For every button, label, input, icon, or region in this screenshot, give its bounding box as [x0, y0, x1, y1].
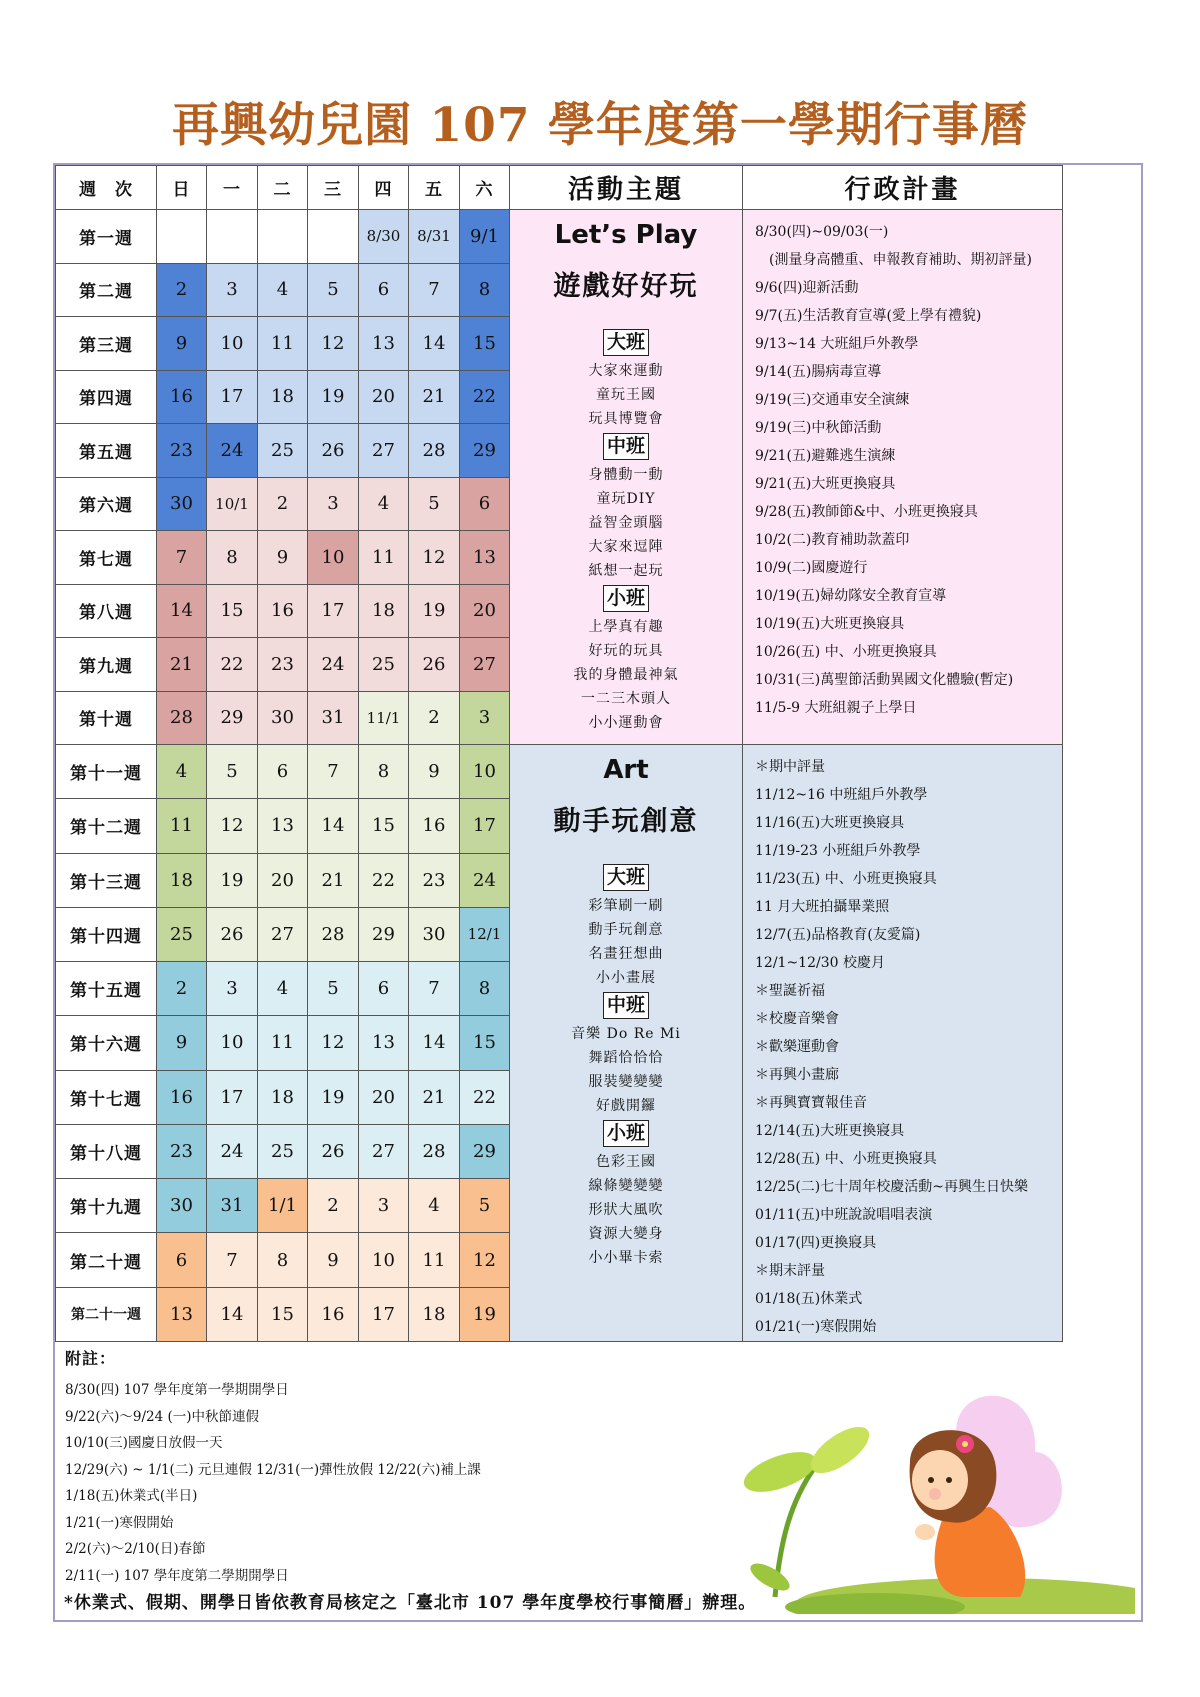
day-cell: 27: [460, 638, 510, 692]
day-cell: 28: [409, 424, 460, 478]
theme-title-zh: 遊戲好好玩: [553, 271, 699, 302]
header-day-fri: 五: [409, 166, 460, 210]
note-line: 1/21(一)寒假開始: [65, 1514, 174, 1531]
activity-item: 上學真有趣: [588, 619, 664, 635]
day-cell: 9: [409, 745, 460, 799]
day-cell: 9/1: [460, 210, 510, 264]
day-cell: 19: [460, 1287, 510, 1341]
day-cell: 2: [258, 477, 308, 531]
day-cell: 13: [258, 799, 308, 853]
admin-item: 11/16(五)大班更換寢具: [755, 815, 905, 831]
week-label: 第五週: [56, 424, 157, 478]
week-label: 第七週: [56, 531, 157, 585]
day-cell: 29: [460, 1124, 510, 1178]
day-cell: 30: [258, 691, 308, 745]
day-cell: 7: [409, 263, 460, 317]
day-cell: 8: [460, 263, 510, 317]
week-label: 第九週: [56, 638, 157, 692]
day-cell: 16: [157, 370, 207, 424]
day-cell: 5: [207, 745, 258, 799]
day-cell: 18: [409, 1287, 460, 1341]
admin-item: 10/31(三)萬聖節活動異國文化體驗(暫定): [755, 672, 1014, 688]
week-label: 第十週: [56, 691, 157, 745]
day-cell: 3: [308, 477, 359, 531]
day-cell: 16: [258, 584, 308, 638]
fairy-face: [912, 1450, 968, 1510]
day-cell: 13: [460, 531, 510, 585]
day-cell: 17: [308, 584, 359, 638]
day-cell: 29: [359, 907, 409, 961]
day-cell: 28: [308, 907, 359, 961]
day-cell: 10: [207, 1016, 258, 1070]
day-cell: 17: [207, 370, 258, 424]
header-day-tue: 二: [258, 166, 308, 210]
day-cell: 4: [258, 962, 308, 1016]
day-cell: 12: [409, 531, 460, 585]
week-label: 第十一週: [56, 745, 157, 799]
day-cell: 3: [460, 691, 510, 745]
class-badge: 小班: [603, 1120, 649, 1147]
day-cell: 7: [207, 1233, 258, 1287]
header-day-sun: 日: [157, 166, 207, 210]
admin-item: 10/9(二)國慶遊行: [755, 560, 868, 576]
admin-item: 9/7(五)生活教育宣導(愛上學有禮貌): [755, 308, 982, 324]
admin-plan-cell: [743, 210, 1063, 745]
day-cell: 20: [460, 584, 510, 638]
activity-item: 紙想一起玩: [588, 563, 664, 579]
admin-item: 01/11(五)中班說說唱唱表演: [755, 1207, 933, 1223]
theme-title-zh: 動手玩創意: [553, 806, 699, 837]
day-cell: 11: [258, 1016, 308, 1070]
leaf-small: [746, 1558, 793, 1596]
activity-item: 動手玩創意: [588, 922, 664, 938]
note-line: 12/29(六) ~ 1/1(二) 元旦連假 12/31(一)彈性放假 12/22(六)補上課: [65, 1461, 481, 1478]
class-badge: 大班: [603, 864, 649, 891]
day-cell: 25: [258, 1124, 308, 1178]
day-cell: 18: [258, 1070, 308, 1124]
admin-item: 10/19(五)大班更換寢具: [755, 616, 905, 632]
day-cell: 12: [460, 1233, 510, 1287]
day-cell: 14: [157, 584, 207, 638]
admin-item: 9/28(五)教師節&中、小班更換寢具: [755, 504, 978, 520]
day-cell: 21: [409, 370, 460, 424]
day-cell: 12: [207, 799, 258, 853]
note-line: 10/10(三)國慶日放假一天: [65, 1435, 223, 1451]
admin-item: 01/18(五)休業式: [755, 1291, 863, 1307]
activity-item: 一二三木頭人: [581, 691, 671, 707]
day-cell: 11/1: [359, 691, 409, 745]
activity-item: 我的身體最神氣: [573, 667, 679, 683]
admin-item: ＊期中評量: [755, 759, 825, 775]
note-line: 2/2(六)～2/10(日)春節: [65, 1541, 206, 1557]
day-cell: 30: [157, 1179, 207, 1233]
theme-title-en: Art: [603, 755, 649, 785]
week-label: 第二週: [56, 263, 157, 317]
day-cell: 24: [207, 424, 258, 478]
notes-footer: *休業式、假期、開學日皆依教育局核定之「臺北市 107 學年度學校行事簡曆」辦理。: [64, 1593, 757, 1613]
day-cell: 14: [207, 1287, 258, 1341]
admin-item: 9/6(四)迎新活動: [755, 280, 859, 296]
fairy-illustration: [735, 1392, 1135, 1614]
day-cell: 18: [157, 853, 207, 907]
activity-item: 音樂 Do Re Mi: [571, 1026, 681, 1042]
week-label: 第十五週: [56, 962, 157, 1016]
admin-item: 12/14(五)大班更換寢具: [755, 1123, 905, 1139]
day-cell: 21: [308, 853, 359, 907]
day-cell: 17: [207, 1070, 258, 1124]
day-cell: 14: [409, 1016, 460, 1070]
day-cell: [308, 210, 359, 264]
day-cell: 31: [207, 1179, 258, 1233]
day-cell: 21: [157, 638, 207, 692]
header-day-mon: 一: [207, 166, 258, 210]
day-cell: 13: [359, 1016, 409, 1070]
admin-item: 10/19(五)婦幼隊安全教育宣導: [755, 588, 947, 604]
activity-item: 童玩DIY: [596, 491, 656, 507]
notes-list: [65, 1377, 725, 1589]
admin-item: ＊期末評量: [755, 1263, 825, 1279]
day-cell: 20: [258, 853, 308, 907]
note-line: 9/22(六)～9/24 (一)中秋節連假: [65, 1408, 259, 1425]
day-cell: 19: [207, 853, 258, 907]
activity-item: 彩筆刷一刷: [588, 898, 664, 914]
admin-item: (測量身高體重、申報教育補助、期初評量): [755, 252, 1032, 268]
week-label: 第十三週: [56, 853, 157, 907]
day-cell: 9: [308, 1233, 359, 1287]
admin-item: 12/1~12/30 校慶月: [755, 955, 885, 971]
day-cell: 6: [157, 1233, 207, 1287]
day-cell: 23: [157, 1124, 207, 1178]
day-cell: [258, 210, 308, 264]
header-admin: 行政計畫: [743, 166, 1063, 210]
day-cell: 17: [359, 1287, 409, 1341]
day-cell: 18: [359, 584, 409, 638]
activity-item: 大家來運動: [588, 363, 664, 379]
day-cell: 23: [157, 424, 207, 478]
day-cell: 27: [258, 907, 308, 961]
day-cell: 10: [207, 317, 258, 371]
day-cell: 20: [359, 370, 409, 424]
day-cell: 2: [157, 263, 207, 317]
week-label: 第十九週: [56, 1179, 157, 1233]
day-cell: 23: [409, 853, 460, 907]
day-cell: 1/1: [258, 1179, 308, 1233]
admin-item: 12/7(五)品格教育(友愛篇): [755, 927, 921, 943]
admin-item: 01/17(四)更換寢具: [755, 1235, 877, 1251]
admin-plan-cell: [743, 745, 1063, 1342]
day-cell: 10/1: [207, 477, 258, 531]
week-row: [56, 745, 1063, 799]
day-cell: 16: [409, 799, 460, 853]
day-cell: 16: [308, 1287, 359, 1341]
week-label: 第十四週: [56, 907, 157, 961]
day-cell: 26: [308, 424, 359, 478]
day-cell: 24: [308, 638, 359, 692]
day-cell: 26: [207, 907, 258, 961]
day-cell: 11: [409, 1233, 460, 1287]
week-label: 第二十週: [56, 1233, 157, 1287]
day-cell: 3: [207, 962, 258, 1016]
day-cell: 5: [308, 263, 359, 317]
day-cell: 21: [409, 1070, 460, 1124]
day-cell: 12: [308, 1016, 359, 1070]
note-line: 1/18(五)休業式(半日): [65, 1488, 198, 1504]
day-cell: 27: [359, 1124, 409, 1178]
header-day-sat: 六: [460, 166, 510, 210]
day-cell: 22: [460, 370, 510, 424]
day-cell: 8: [258, 1233, 308, 1287]
header-week: 週 次: [56, 166, 157, 210]
day-cell: 5: [308, 962, 359, 1016]
day-cell: 28: [157, 691, 207, 745]
activity-item: 服裝變變變: [588, 1074, 664, 1090]
day-cell: 13: [157, 1287, 207, 1341]
admin-item: ＊歡樂運動會: [755, 1039, 839, 1055]
day-cell: 23: [258, 638, 308, 692]
day-cell: 27: [359, 424, 409, 478]
day-cell: 15: [460, 317, 510, 371]
week-label: 第十八週: [56, 1124, 157, 1178]
notes-section: [65, 1346, 725, 1589]
page-title: 再興幼兒園 107 學年度第一學期行事曆: [172, 98, 1028, 153]
class-badge: 中班: [603, 433, 649, 460]
day-cell: 2: [308, 1179, 359, 1233]
week-row: [56, 210, 1063, 264]
day-cell: 4: [409, 1179, 460, 1233]
day-cell: 11: [157, 799, 207, 853]
day-cell: 12/1: [460, 907, 510, 961]
admin-item: 10/26(五) 中、小班更換寢具: [755, 644, 937, 660]
admin-item: 12/25(二)七十周年校慶活動~再興生日快樂: [755, 1179, 1028, 1195]
day-cell: 6: [359, 962, 409, 1016]
day-cell: 28: [409, 1124, 460, 1178]
day-cell: 9: [258, 531, 308, 585]
day-cell: 4: [157, 745, 207, 799]
activity-item: 玩具博覽會: [588, 411, 664, 427]
sprout-leaf-left: [739, 1444, 821, 1500]
class-badge: 中班: [603, 992, 649, 1019]
theme-title-en: Let’s Play: [554, 220, 698, 250]
admin-item: 11 月大班拍攝畢業照: [755, 899, 890, 915]
admin-item: 11/5-9 大班組親子上學日: [755, 700, 917, 716]
day-cell: 18: [258, 370, 308, 424]
note-line: 2/11(一) 107 學年度第二學期開學日: [65, 1567, 289, 1584]
day-cell: 15: [258, 1287, 308, 1341]
day-cell: 9: [157, 1016, 207, 1070]
activity-item: 名畫狂想曲: [588, 946, 664, 962]
day-cell: 25: [258, 424, 308, 478]
activity-item: 大家來逗陣: [588, 539, 664, 555]
admin-item: 11/19-23 小班組戶外教學: [755, 843, 921, 859]
day-cell: 25: [157, 907, 207, 961]
day-cell: 8: [207, 531, 258, 585]
activity-item: 童玩王國: [596, 387, 656, 403]
day-cell: 6: [460, 477, 510, 531]
day-cell: 22: [359, 853, 409, 907]
day-cell: 15: [207, 584, 258, 638]
activity-item: 好戲開鑼: [596, 1098, 656, 1114]
activity-item: 小小運動會: [588, 715, 664, 731]
day-cell: 10: [308, 531, 359, 585]
admin-item: 9/21(五)避難逃生演練: [755, 448, 896, 464]
admin-item: ＊校慶音樂會: [755, 1011, 839, 1027]
week-label: 第三週: [56, 317, 157, 371]
admin-item: 12/28(五) 中、小班更換寢具: [755, 1151, 937, 1167]
day-cell: 30: [409, 907, 460, 961]
activity-item: 好玩的玩具: [588, 643, 664, 659]
week-label: 第十六週: [56, 1016, 157, 1070]
day-cell: 14: [308, 799, 359, 853]
admin-item: 8/30(四)~09/03(一): [755, 224, 889, 240]
sprout-leaf-right: [804, 1418, 877, 1482]
day-cell: 8: [359, 745, 409, 799]
day-cell: 10: [460, 745, 510, 799]
day-cell: 19: [308, 370, 359, 424]
day-cell: 9: [157, 317, 207, 371]
admin-item: 11/23(五) 中、小班更換寢具: [755, 871, 937, 887]
day-cell: 8/31: [409, 210, 460, 264]
day-cell: 6: [359, 263, 409, 317]
day-cell: 30: [157, 477, 207, 531]
week-label: 第六週: [56, 477, 157, 531]
admin-item: 9/13~14 大班組戶外教學: [755, 336, 919, 352]
activity-item: 線條變變變: [588, 1178, 664, 1194]
activity-item: 舞蹈恰恰恰: [588, 1050, 664, 1066]
admin-item: 9/19(三)交通車安全演練: [755, 392, 910, 408]
day-cell: 14: [409, 317, 460, 371]
week-label: 第十七週: [56, 1070, 157, 1124]
header-day-thu: 四: [359, 166, 409, 210]
day-cell: 19: [409, 584, 460, 638]
notes-title: 附註：: [65, 1349, 117, 1368]
header-day-wed: 三: [308, 166, 359, 210]
day-cell: 7: [409, 962, 460, 1016]
activity-item: 益智金頭腦: [588, 515, 664, 531]
day-cell: 4: [359, 477, 409, 531]
admin-item: 9/19(三)中秋節活動: [755, 420, 882, 436]
day-cell: 4: [258, 263, 308, 317]
activity-theme-cell: [510, 745, 743, 1342]
admin-item: ＊再興小畫廊: [755, 1067, 839, 1083]
day-cell: 26: [409, 638, 460, 692]
activity-item: 形狀大風吹: [588, 1202, 664, 1218]
day-cell: 22: [207, 638, 258, 692]
week-label: 第八週: [56, 584, 157, 638]
day-cell: 10: [359, 1233, 409, 1287]
class-badge: 小班: [603, 585, 649, 612]
day-cell: 24: [207, 1124, 258, 1178]
day-cell: 6: [258, 745, 308, 799]
day-cell: 17: [460, 799, 510, 853]
admin-item: 10/2(二)教育補助款蓋印: [755, 532, 910, 548]
day-cell: 29: [460, 424, 510, 478]
day-cell: 31: [308, 691, 359, 745]
day-cell: 11: [258, 317, 308, 371]
day-cell: 15: [460, 1016, 510, 1070]
day-cell: 25: [359, 638, 409, 692]
day-cell: 13: [359, 317, 409, 371]
day-cell: 5: [409, 477, 460, 531]
day-cell: 19: [308, 1070, 359, 1124]
day-cell: 15: [359, 799, 409, 853]
day-cell: 8: [460, 962, 510, 1016]
day-cell: [157, 210, 207, 264]
activity-theme-cell: [510, 210, 743, 745]
day-cell: 29: [207, 691, 258, 745]
day-cell: 5: [460, 1179, 510, 1233]
admin-item: ＊聖誕祈福: [755, 983, 825, 999]
admin-item: 9/14(五)腸病毒宣導: [755, 364, 882, 380]
activity-item: 色彩王國: [596, 1154, 656, 1170]
day-cell: 2: [157, 962, 207, 1016]
admin-item: 01/21(一)寒假開始: [755, 1319, 877, 1335]
day-cell: 11: [359, 531, 409, 585]
note-line: 8/30(四) 107 學年度第一學期開學日: [65, 1382, 289, 1398]
day-cell: 26: [308, 1124, 359, 1178]
day-cell: 7: [157, 531, 207, 585]
day-cell: 20: [359, 1070, 409, 1124]
day-cell: [207, 210, 258, 264]
day-cell: 7: [308, 745, 359, 799]
day-cell: 22: [460, 1070, 510, 1124]
day-cell: 16: [157, 1070, 207, 1124]
calendar-table: [55, 165, 1063, 1342]
day-cell: 2: [409, 691, 460, 745]
day-cell: 3: [207, 263, 258, 317]
week-label: 第十二週: [56, 799, 157, 853]
day-cell: 24: [460, 853, 510, 907]
week-label: 第二十一週: [56, 1287, 157, 1341]
class-badge: 大班: [603, 329, 649, 356]
activity-item: 小小畫展: [596, 970, 656, 986]
day-cell: 3: [359, 1179, 409, 1233]
admin-item: 11/12~16 中班組戶外教學: [755, 787, 928, 803]
day-cell: 8/30: [359, 210, 409, 264]
activity-item: 資源大變身: [588, 1226, 664, 1242]
header-row: [56, 166, 1063, 210]
activity-item: 小小畢卡索: [588, 1250, 664, 1266]
admin-item: ＊再興寶寶報佳音: [755, 1095, 867, 1111]
week-label: 第一週: [56, 210, 157, 264]
week-label: 第四週: [56, 370, 157, 424]
day-cell: 12: [308, 317, 359, 371]
activity-item: 身體動一動: [588, 467, 664, 483]
admin-item: 9/21(五)大班更換寢具: [755, 476, 896, 492]
header-activity: 活動主題: [510, 166, 743, 210]
